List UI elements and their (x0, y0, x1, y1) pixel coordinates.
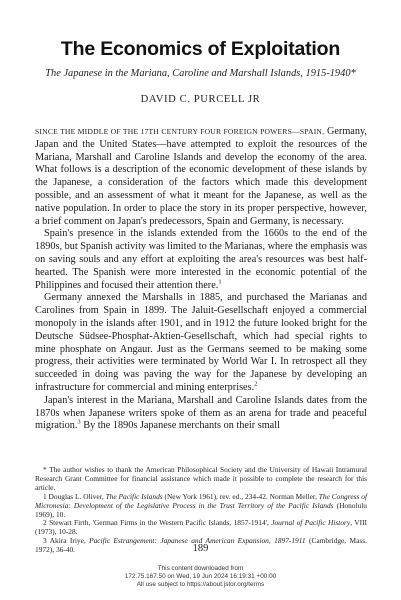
footnote-3-text-a: 3 Akira Iriye, (43, 536, 90, 546)
footnote-2-journal: Journal of Pacific History (271, 518, 351, 528)
footnote-ref-3[interactable]: 3 (77, 418, 81, 426)
article-title: The Economics of Exploitation (60, 38, 341, 60)
footnote-1-title-2: The Congress of Micronesia: Development of the Legislative Process in the Trust Territory of the Pacific Islands (35, 491, 367, 510)
article-body (35, 126, 367, 433)
paragraph-3-text: Germany annexed the Marshalls in 1885, and purchased the Marianas and Carolines from Spain in 1899. The Jaluit-Gesellschaft enjoyed a commercial monopoly in the islands after 1901, and in 1912 the future looked bright for the Deutsche Südsee-Phosphat-Aktien-Gesellschaft, which had special rights to mine phosphate on Angaur. Just as the Germans seemed to be making some progress, their activities were terminated by World War I. In retrospect all they succeeded in doing was paving the way for the Japanese by developing an infrastructure for commercial and mining enterprises. (35, 292, 367, 393)
footnote-1-text-b: (New York 1961), rev. ed., 234-42. Norman Meller, (162, 491, 319, 501)
paragraph-1-text: Germany, Japan and the United States—have attempted to exploit the resources of the Mariana, Marshall and Caroline Islands and develop the economy of the area. What follows is a description of the economic development of these islands by the Japanese, a consideration of the factors which made this development possible, and an assessment of what it meant for the Japanese, as well as the native population. In order to place the story in its proper perspective, however, a brief comment on Japan's predecessors, Spain and Germany, is necessary. (35, 126, 367, 227)
footnote-star: * The author wishes to thank the American Philosophical Society and the University of Hawaii Intramural Research Grant Committee for financial assistance which made it possible to complete the research for this article. (35, 465, 367, 492)
download-notice-line-2: 172.75.167.50 on Wed, 19 Jun 2024 16:19:31 +00:00 (124, 573, 277, 580)
article-author: DAVID C. PURCELL JR (140, 94, 261, 105)
paragraph-2 (35, 228, 367, 292)
page-number: 189 (192, 543, 209, 554)
footnote-ref-1[interactable]: 1 (218, 278, 222, 286)
footnote-1-text-a: 1 Douglas L. Oliver, (43, 491, 106, 501)
paragraph-4-text-b: By the 1890s Japanese merchants on their small (80, 420, 280, 432)
download-notice (0, 565, 401, 589)
paragraph-2-text: Spain's presence in the islands extended from the 1660s to the end of the 1890s, but Spanish activity was limited to the Marianas, where the emphasis was on saving souls and any effort at exploiting the area's resources was best half-hearted. The Spanish were more interested in the economic potential of the Philippines and focused their attention there. (35, 228, 367, 291)
footnote-2-text-a: 2 Stewart Firth, 'German Firms in the Western Pacific Islands, 1857-1914', (43, 518, 272, 528)
footnotes (35, 466, 367, 555)
footnote-2-text-b: , VIII (1973), 10-28. (35, 518, 367, 537)
paragraph-3 (35, 292, 367, 394)
footnote-3-title: Pacific Estrangement: Japanese and American Expansion, 1897-1911 (89, 536, 306, 546)
paragraph-1-lead-in: SINCE THE MIDDLE OF THE 17TH CENTURY FOUR FOREIGN POWERS—SPAIN, (35, 127, 325, 136)
footnote-ref-2[interactable]: 2 (254, 380, 258, 388)
paragraph-4-text-a: Japan's interest in the Mariana, Marshall and Caroline Islands dates from the 1870s when Japanese writers spoke of them as an arena for trade and peaceful migration. (35, 394, 367, 432)
footnote-2 (35, 519, 367, 537)
footnote-1-title-1: The Pacific Islands (105, 491, 163, 501)
footnote-1 (35, 493, 367, 520)
footnote-3-text-b: (Cambridge, Mass. 1972), 36-40. (35, 536, 367, 555)
download-notice-line-1: This content downloaded from (157, 565, 244, 572)
paragraph-4 (35, 395, 367, 433)
article-subtitle: The Japanese in the Mariana, Caroline and Marshall Islands, 1915-1940* (45, 68, 356, 79)
download-notice-line-3: All use subject to https://about.jstor.org/terms (136, 581, 265, 588)
paragraph-1 (35, 126, 367, 228)
footnote-1-text-c: (Honolulu 1969), 10. (35, 500, 367, 519)
